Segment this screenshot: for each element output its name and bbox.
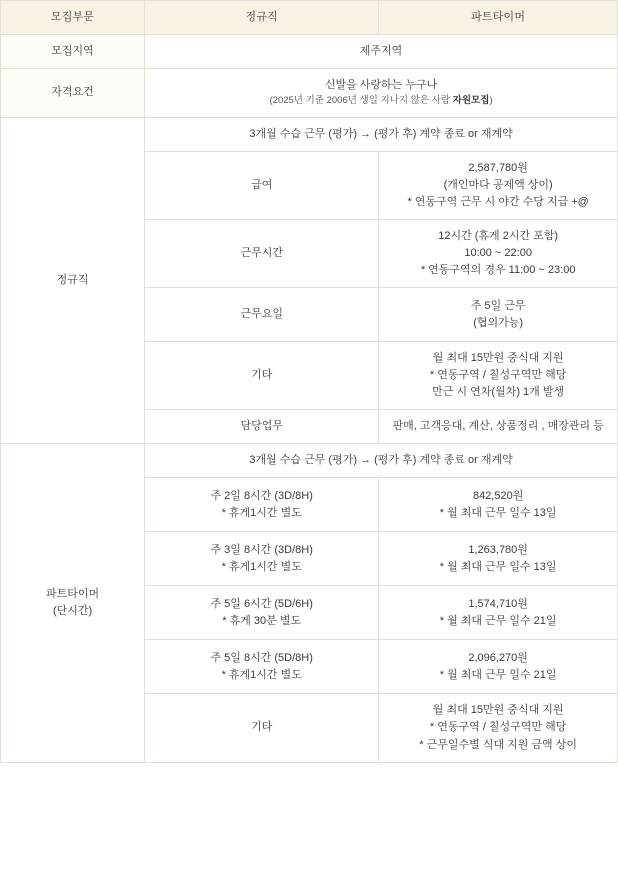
parttime-option-2-pay-line-2: * 월 최대 근무 일수 13일 (439, 560, 557, 573)
header-cell-parttime: 파트타이머 (379, 1, 618, 35)
parttime-option-4-schedule-line-1: 주 5일 8시간 (5D/8H) (210, 651, 313, 664)
parttime-etc-value (379, 694, 618, 762)
qualification-note-post: ) (489, 95, 493, 107)
fulltime-hours-line-1: 12시간 (휴게 2시간 포함) (438, 230, 559, 243)
fulltime-etc-label: 기타 (145, 342, 379, 410)
parttime-option-4-pay-line-1: 2,096,270원 (468, 651, 528, 664)
parttime-option-4-schedule (145, 640, 379, 694)
parttime-label-line-2: (단시간) (52, 604, 93, 617)
fulltime-salary-value (379, 151, 618, 219)
table-row-qualification (1, 69, 618, 118)
fulltime-salary-line-2: (개인마다 공제액 상이) (443, 178, 553, 191)
fulltime-days-label: 근무요일 (145, 288, 379, 342)
qualification-line-2 (149, 94, 613, 109)
parttime-option-1-pay-line-1: 842,520원 (472, 489, 524, 502)
fulltime-hours-label: 근무시간 (145, 220, 379, 288)
parttime-option-2-pay (379, 532, 618, 586)
fulltime-etc-value (379, 342, 618, 410)
fulltime-hours-value (379, 220, 618, 288)
fulltime-duties-value: 판매, 고객응대, 계산, 상품정리 , 매장관리 등 (379, 410, 618, 444)
parttime-label-line-1: 파트타이머 (45, 587, 100, 600)
table-row-region (1, 35, 618, 69)
parttime-option-2-schedule-line-2: * 휴게1시간 별도 (221, 560, 302, 573)
fulltime-banner: 3개월 수습 근무 (평가) → (평가 후) 계약 종료 or 재계약 (145, 117, 618, 151)
table-row-fulltime-banner (1, 117, 618, 151)
table-header-row (1, 1, 618, 35)
fulltime-salary-line-3: * 연동구역 근무 시 야간 수당 지급 +@ (407, 196, 589, 208)
parttime-etc-label: 기타 (145, 694, 379, 762)
parttime-option-1-schedule-line-2: * 휴게1시간 별도 (221, 506, 302, 519)
qualification-note-pre: (2025년 기준 2006년 생일 지나지 않은 사람 (269, 95, 453, 107)
fulltime-hours-line-3: * 연동구역의 경우 11:00 ~ 23:00 (420, 264, 576, 277)
fulltime-salary-label: 급여 (145, 151, 379, 219)
table-body (1, 35, 618, 763)
row-value-region: 제주지역 (145, 35, 618, 69)
parttime-option-4-pay (379, 640, 618, 694)
parttime-option-3-pay-line-2: * 월 최대 근무 일수 21일 (439, 614, 557, 627)
parttime-option-1-pay (379, 478, 618, 532)
fulltime-days-line-2: (협의가능) (473, 316, 524, 329)
parttime-option-1-pay-line-2: * 월 최대 근무 일수 13일 (439, 506, 557, 519)
parttime-etc-line-1: 월 최대 15만원 중식대 지원 (432, 704, 564, 717)
fulltime-duties-label: 담당업무 (145, 410, 379, 444)
fulltime-etc-line-2: * 연동구역 / 칠성구역만 해당 (429, 369, 567, 382)
parttime-option-3-schedule-line-1: 주 5일 6시간 (5D/6H) (210, 597, 313, 610)
parttime-option-1-schedule-line-1: 주 2일 8시간 (3D/8H) (210, 489, 313, 502)
parttime-etc-line-3: * 근무일수별 식대 지원 금액 상이 (419, 738, 577, 751)
parttime-etc-line-2: * 연동구역 / 칠성구역만 해당 (429, 721, 567, 734)
qualification-note-emphasis: 자원모집 (452, 95, 490, 107)
qualification-line-1: 신발을 사랑하는 누구나 (324, 79, 438, 92)
fulltime-etc-line-3: 만근 시 연차(월차) 1개 발생 (432, 386, 565, 399)
header-cell-fulltime: 정규직 (145, 1, 379, 35)
row-label-qualification: 자격요건 (1, 69, 145, 118)
fulltime-hours-line-2: 10:00 ~ 22:00 (464, 247, 532, 260)
parttime-banner: 3개월 수습 근무 (평가) → (평가 후) 계약 종료 or 재계약 (145, 444, 618, 478)
row-value-qualification (145, 69, 618, 118)
parttime-option-4-pay-line-2: * 월 최대 근무 일수 21일 (439, 668, 557, 681)
parttime-option-1-schedule (145, 478, 379, 532)
table-header (1, 1, 618, 35)
row-label-region: 모집지역 (1, 35, 145, 69)
parttime-option-2-schedule-line-1: 주 3일 8시간 (3D/8H) (210, 543, 313, 556)
fulltime-etc-line-1: 월 최대 15만원 중식대 지원 (432, 352, 564, 365)
section-label-parttime (1, 444, 145, 762)
table-row-parttime-banner (1, 444, 618, 478)
parttime-option-4-schedule-line-2: * 휴게1시간 별도 (221, 668, 302, 681)
parttime-option-3-pay-line-1: 1,574,710원 (468, 597, 528, 610)
parttime-option-3-schedule-line-2: * 휴게 30분 별도 (222, 614, 302, 627)
parttime-option-3-schedule (145, 586, 379, 640)
fulltime-salary-line-1: 2,587,780원 (468, 161, 528, 174)
section-label-fulltime: 정규직 (1, 117, 145, 444)
parttime-option-2-pay-line-1: 1,263,780원 (468, 543, 528, 556)
parttime-option-2-schedule (145, 532, 379, 586)
header-cell-category: 모집부문 (1, 1, 145, 35)
fulltime-days-line-1: 주 5일 근무 (470, 299, 526, 312)
fulltime-days-value (379, 288, 618, 342)
parttime-option-3-pay (379, 586, 618, 640)
